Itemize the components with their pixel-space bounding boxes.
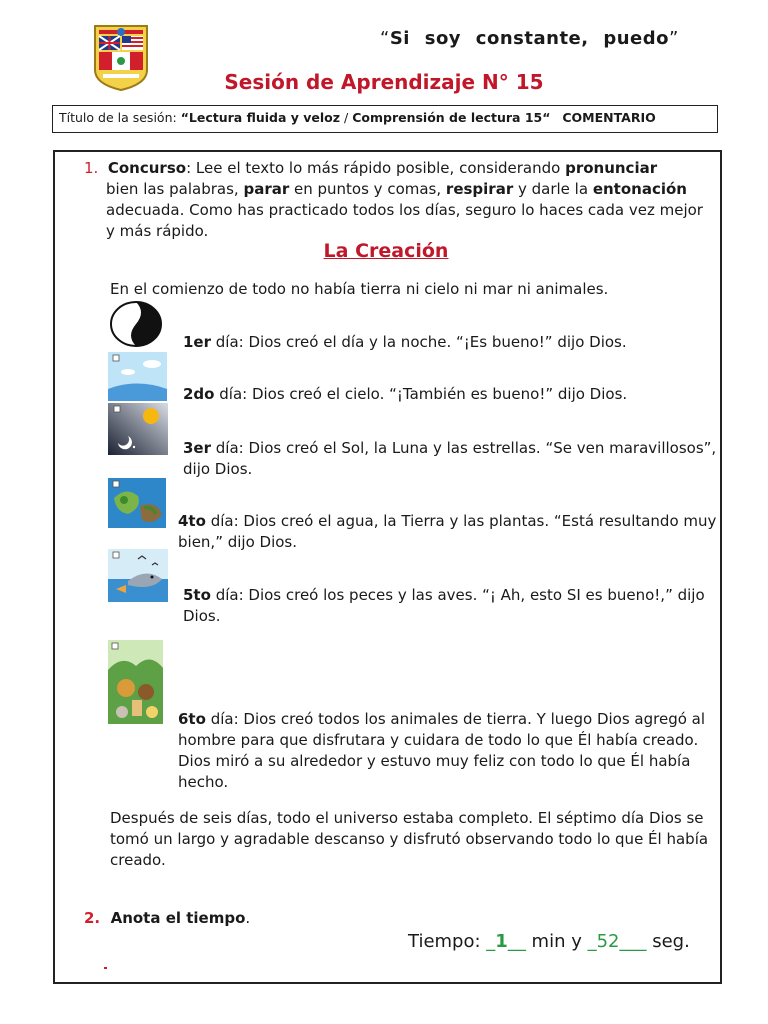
day-2-text: día: Dios creó el cielo. “¡También es bueno!” dijo Dios. bbox=[214, 385, 628, 403]
motto-text: Si soy constante, puedo bbox=[389, 28, 670, 49]
sun-moon-icon bbox=[108, 403, 168, 455]
item-1-instructions bbox=[84, 158, 709, 242]
day-3-text: día: Dios creó el Sol, la Luna y las estrellas. “Se ven maravillosos”, dijo Dios. bbox=[183, 439, 717, 478]
motto bbox=[380, 28, 740, 49]
red-mark bbox=[104, 967, 107, 969]
lesson-subtitle: Comprensión de lectura 15“ bbox=[352, 110, 551, 125]
day-6-text: día: Dios creó todos los animales de tierra. Y luego Dios agregó al hombre para que disfrutara y cuidara de todo lo que Él había creado. Dios miró a su alrededor y estuvo muy feliz con todo lo que Él había hecho. bbox=[178, 710, 706, 791]
item-2-instruction bbox=[84, 909, 250, 927]
story-closing: Después de seis días, todo el universo estaba completo. El séptimo día Dios se tomó un largo y agradable descanso y disfrutó observando todo lo que Él había creado. bbox=[110, 809, 709, 869]
item-1-bold-2: parar bbox=[243, 180, 290, 198]
day-4-text: día: Dios creó el agua, la Tierra y las plantas. “Está resultando muy bien,” dijo Dios. bbox=[178, 512, 717, 551]
fish-birds-icon bbox=[108, 549, 168, 602]
earth-plants-icon bbox=[108, 478, 166, 528]
item-1-bold-1: pronunciar bbox=[565, 159, 658, 177]
minutes-blank-post: __ bbox=[507, 931, 526, 952]
day-2-ordinal: 2do bbox=[183, 385, 215, 403]
item-1-number: 1. bbox=[84, 159, 99, 177]
day-2-paragraph bbox=[183, 384, 723, 405]
item-1-text-5: adecuada. Como has practicado todos los días, seguro lo haces cada vez mejor y más rápido. bbox=[106, 201, 703, 240]
land-animals-icon bbox=[108, 640, 163, 724]
story-title: La Creación bbox=[323, 240, 449, 262]
motto-quote-open: “ bbox=[380, 28, 390, 49]
item-2-label: Anota el tiempo bbox=[110, 909, 246, 927]
motto-quote-close: ” bbox=[669, 28, 679, 49]
day-4-ordinal: 4to bbox=[178, 512, 206, 530]
item-1-bold-3: respirar bbox=[445, 180, 514, 198]
day-1-paragraph bbox=[183, 332, 723, 353]
item-1-colon: : bbox=[186, 159, 192, 177]
story-intro: En el comienzo de todo no había tierra ni cielo ni mar ni animales. bbox=[110, 280, 609, 298]
item-1-text-1: Lee el texto lo más rápido posible, considerando bbox=[191, 159, 566, 177]
item-1-bold-4: entonación bbox=[592, 180, 687, 198]
seconds-blank-pre: _ bbox=[587, 931, 597, 952]
sec-word: seg. bbox=[646, 931, 690, 952]
item-2-period: . bbox=[245, 909, 251, 927]
seconds-value[interactable]: 52 bbox=[596, 931, 620, 952]
day-6-paragraph bbox=[178, 709, 713, 793]
day-5-text: día: Dios creó los peces y las aves. “¡ Ah, esto SI es bueno!,” dijo Dios. bbox=[183, 586, 705, 625]
day-1-text: día: Dios creó el día y la noche. “¡Es bueno!” dijo Dios. bbox=[211, 333, 627, 351]
item-1-text-3: en puntos y comas, bbox=[289, 180, 446, 198]
day-5-paragraph bbox=[183, 585, 723, 627]
time-record bbox=[408, 931, 690, 952]
seconds-blank-post: ___ bbox=[619, 931, 647, 952]
item-1-text-4: y darle la bbox=[513, 180, 593, 198]
item-1-heading: Concurso bbox=[107, 159, 187, 177]
day-3-paragraph bbox=[183, 438, 723, 480]
day-4-paragraph bbox=[178, 511, 718, 553]
day-5-ordinal: 5to bbox=[183, 586, 211, 604]
lesson-title: “Lectura fluida y veloz bbox=[180, 110, 341, 125]
item-2-number: 2. bbox=[84, 909, 101, 927]
day-1-ordinal: 1er bbox=[183, 333, 212, 351]
minutes-value[interactable]: 1 bbox=[495, 931, 508, 952]
day-6-ordinal: 6to bbox=[178, 710, 206, 728]
day-3-ordinal: 3er bbox=[183, 439, 212, 457]
session-title: Sesión de Aprendizaje N° 15 bbox=[224, 70, 544, 94]
item-1-text-2: bien las palabras, bbox=[106, 180, 244, 198]
sky-icon bbox=[108, 352, 167, 401]
title-separator: / bbox=[340, 110, 353, 125]
time-label: Tiempo: bbox=[408, 931, 487, 952]
minutes-blank-pre: _ bbox=[486, 931, 496, 952]
day-night-icon bbox=[108, 300, 164, 348]
min-word: min y bbox=[525, 931, 588, 952]
lesson-tag: COMENTARIO bbox=[562, 110, 656, 125]
title-label: Título de la sesión: bbox=[59, 110, 177, 125]
session-title-box bbox=[52, 105, 718, 133]
